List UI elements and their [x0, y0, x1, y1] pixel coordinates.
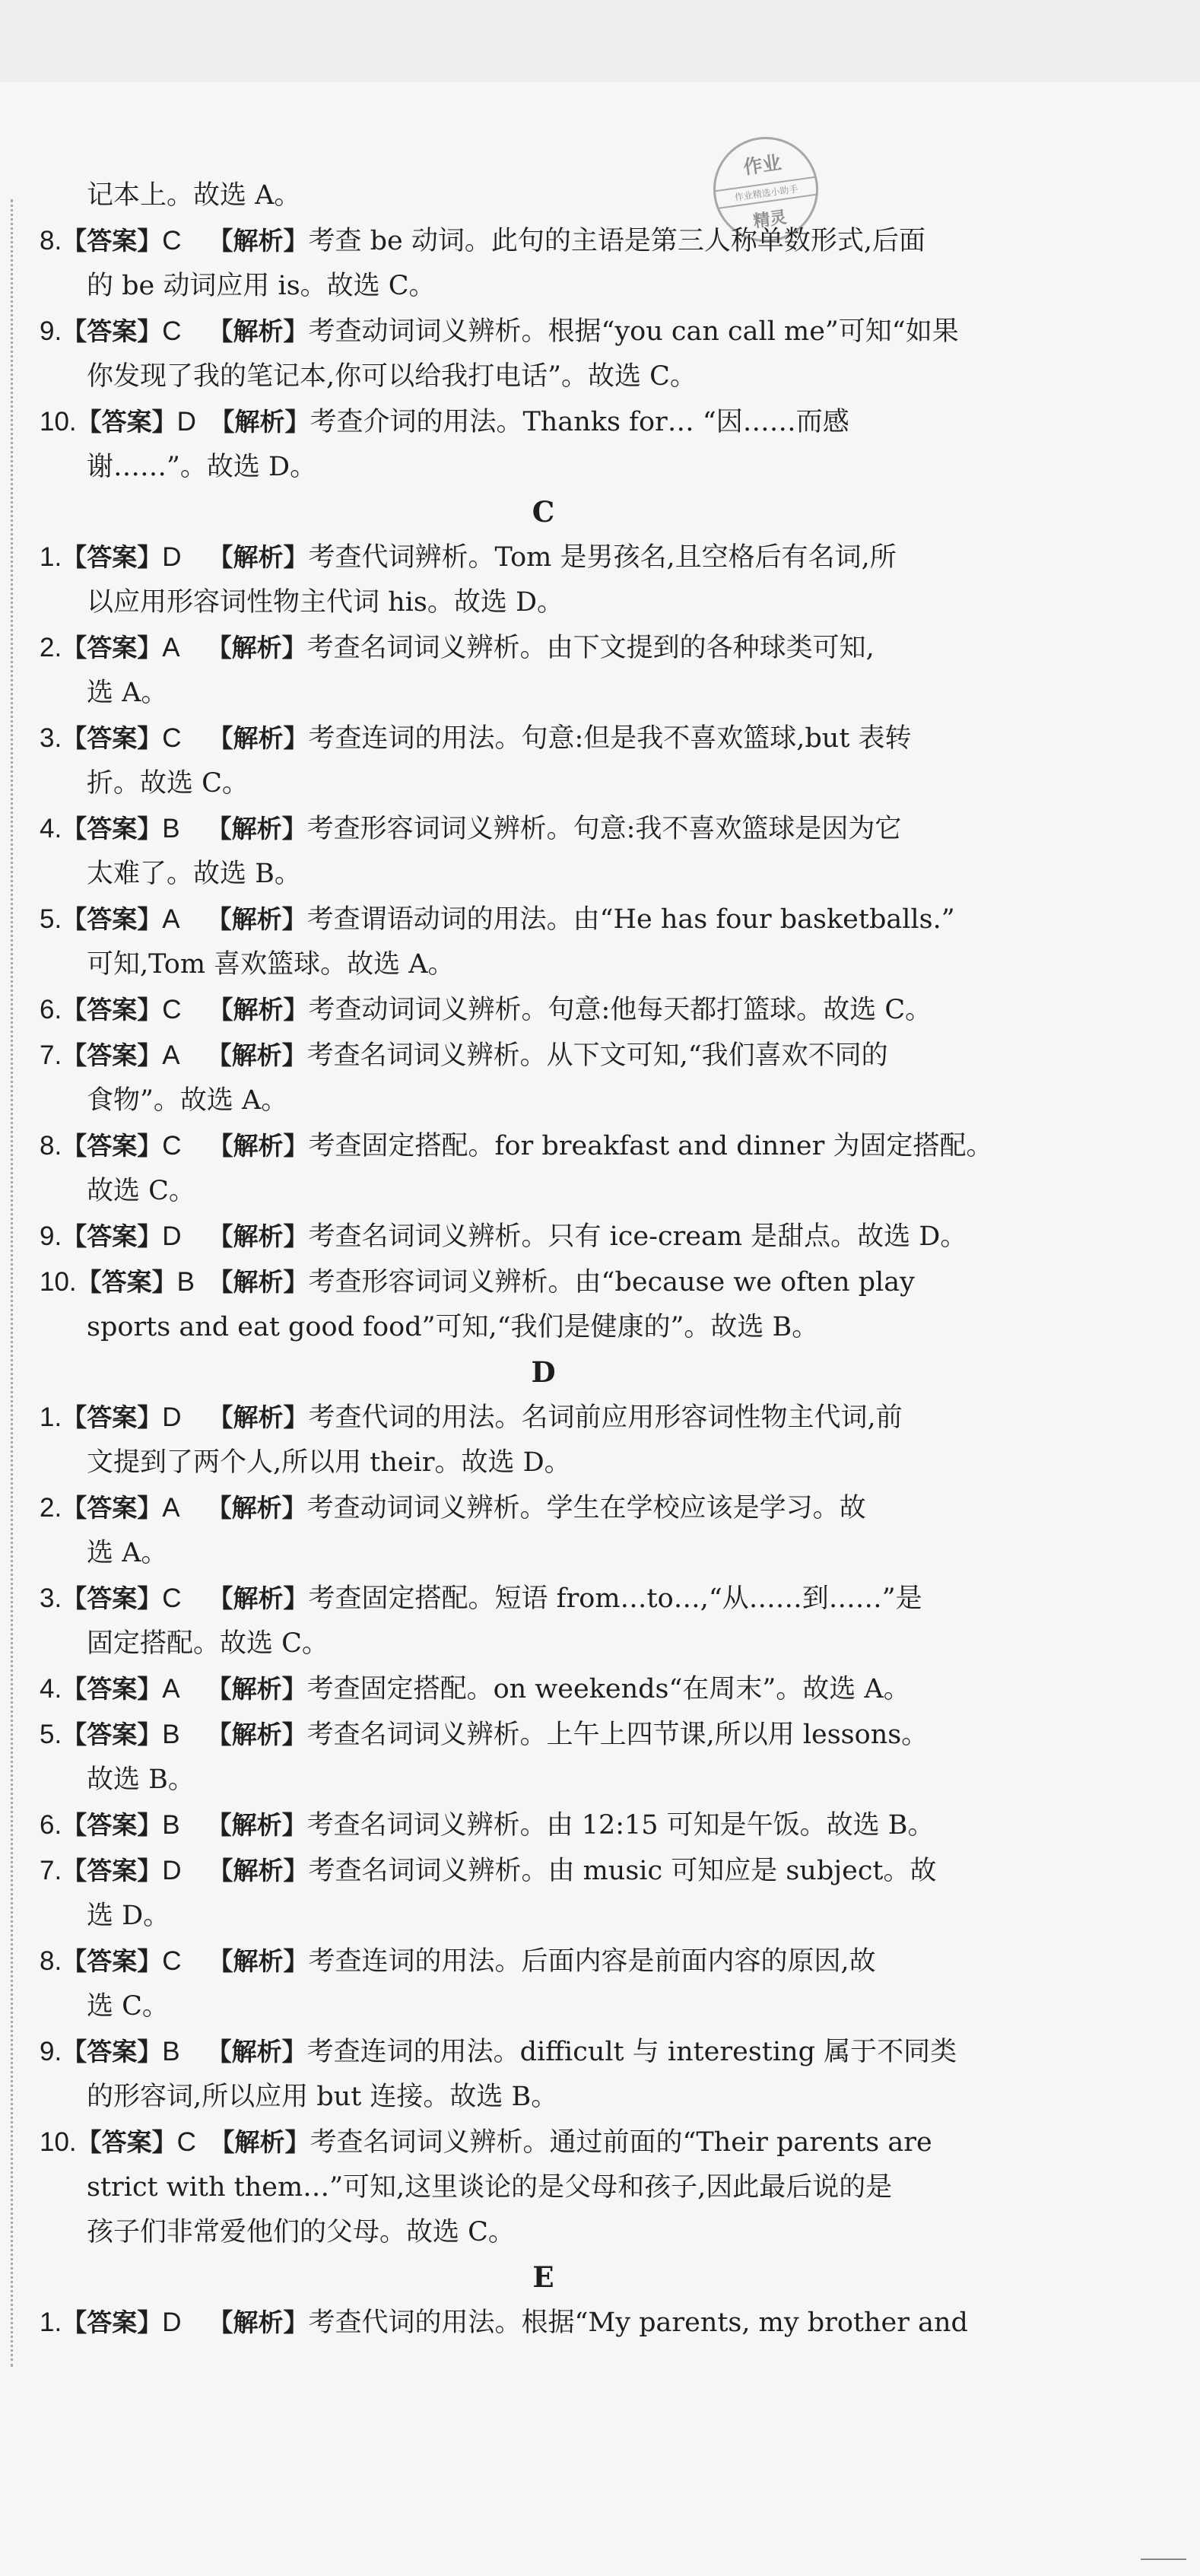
answer-choice: C [162, 723, 182, 753]
analysis-text: sports and eat good food”可知,“我们是健康的”。故选 B。 [87, 1312, 819, 1342]
analysis-label: 【解析】 [208, 723, 309, 753]
analysis-text: 你发现了我的笔记本,你可以给我打电话”。故选 C。 [87, 361, 697, 392]
answer-line [40, 897, 1047, 942]
analysis-text: 考查名词词义辨析。由下文提到的各种球类可知, [306, 633, 875, 663]
analysis-text: 选 A。 [87, 1538, 168, 1568]
analysis-label: 【解析】 [208, 226, 309, 256]
answer-choice: C [162, 1946, 182, 1976]
section-heading: D [531, 1355, 556, 1389]
answer-item [40, 309, 1047, 399]
answer-item [40, 1214, 1047, 1259]
answer-item [40, 1395, 1047, 1485]
answer-label: 【答案】 [62, 1583, 163, 1613]
item-number: 5. [40, 1720, 62, 1749]
answer-item [40, 1848, 1047, 1939]
analysis-label: 【解析】 [206, 2037, 307, 2066]
analysis-label: 【解析】 [208, 1402, 309, 1432]
answer-choice: A [162, 1040, 180, 1070]
item-number: 7. [40, 1040, 62, 1070]
analysis-label: 【解析】 [206, 1810, 307, 1840]
answer-line [40, 1803, 1047, 1848]
section-heading: E [532, 2260, 554, 2294]
answer-item [40, 1576, 1047, 1666]
binding-margin-line [11, 199, 13, 2367]
answer-item [40, 2300, 1047, 2346]
item-number: 9. [40, 316, 62, 346]
analysis-text: 考查谓语动词的用法。由“He has four basketballs.” [306, 904, 955, 935]
analysis-text: 的形容词,所以应用 but 连接。故选 B。 [87, 2082, 558, 2112]
answer-label: 【答案】 [62, 1131, 163, 1161]
analysis-label: 【解析】 [208, 1131, 309, 1161]
answer-choice: C [162, 1583, 182, 1613]
answer-item [40, 987, 1047, 1033]
answer-line [40, 1395, 1047, 1440]
analysis-label: 【解析】 [206, 633, 307, 662]
answer-choice: B [162, 814, 180, 843]
answer-choice: D [162, 542, 182, 572]
answer-line [40, 2029, 1047, 2075]
item-number: 6. [40, 1810, 62, 1840]
answer-continuation [40, 1078, 1047, 1123]
corner-mark [1141, 2559, 1186, 2560]
answer-line [40, 1666, 1047, 1712]
intro-continuation: 记本上。故选 A。 [87, 180, 301, 211]
analysis-text: 谢……”。故选 D。 [87, 452, 317, 482]
answer-continuation [40, 1531, 1047, 1576]
analysis-text: 考查形容词词义辨析。句意:我不喜欢篮球是因为它 [306, 814, 902, 844]
answer-sections [40, 490, 1047, 2346]
answer-label: 【答案】 [62, 1810, 163, 1840]
answer-choice: A [162, 1674, 180, 1704]
analysis-text: 可知,Tom 喜欢篮球。故选 A。 [87, 949, 455, 980]
answer-continuation [40, 852, 1047, 897]
answer-label: 【答案】 [62, 723, 163, 753]
answer-continuation [40, 761, 1047, 806]
item-number: 10. [40, 1267, 77, 1297]
analysis-text: 考查名词词义辨析。上午上四节课,所以用 lessons。 [306, 1720, 929, 1750]
analysis-text: 考查固定搭配。短语 from…to…,“从……到……”是 [308, 1583, 922, 1614]
answer-item [40, 716, 1047, 806]
answer-label: 【答案】 [62, 1493, 163, 1523]
analysis-text: 考查代词的用法。名词前应用形容词性物主代词,前 [308, 1402, 903, 1433]
answer-choice: A [162, 904, 180, 934]
analysis-text: 孩子们非常爱他们的父母。故选 C。 [87, 2217, 515, 2247]
answer-choice: D [162, 1402, 182, 1432]
answer-line [40, 2120, 1047, 2165]
analysis-label: 【解析】 [208, 1267, 309, 1297]
answer-line [40, 1033, 1047, 1078]
answer-item [40, 1712, 1047, 1803]
answer-label: 【答案】 [62, 995, 163, 1024]
analysis-text: 考查名词词义辨析。由 music 可知应是 subject。故 [308, 1856, 937, 1886]
answer-label: 【答案】 [76, 407, 177, 437]
analysis-label: 【解析】 [209, 407, 310, 437]
analysis-label: 【解析】 [208, 1946, 309, 1976]
answer-choice: D [176, 407, 196, 437]
item-number: 8. [40, 1131, 62, 1161]
item-number: 6. [40, 995, 62, 1024]
analysis-label: 【解析】 [209, 2127, 310, 2157]
answer-item [40, 1939, 1047, 2029]
section-e [40, 2255, 1047, 2346]
answer-item [40, 1485, 1047, 1576]
answer-label: 【答案】 [62, 1946, 163, 1976]
answer-label: 【答案】 [62, 226, 163, 256]
answer-choice: C [162, 1131, 182, 1161]
answer-continuation [40, 1622, 1047, 1666]
answer-continuation [40, 2075, 1047, 2120]
analysis-text: 选 A。 [87, 678, 168, 708]
analysis-text: 折。故选 C。 [87, 768, 249, 799]
answer-label: 【答案】 [62, 1040, 163, 1070]
analysis-text: 食物”。故选 A。 [87, 1085, 288, 1116]
item-number: 9. [40, 2037, 62, 2066]
analysis-text: 考查动词词义辨析。根据“you can call me”可知“如果 [308, 316, 959, 347]
answer-item [40, 2120, 1047, 2255]
analysis-label: 【解析】 [208, 1856, 309, 1885]
analysis-text: 考查 be 动词。此句的主语是第三人称单数形式,后面 [308, 226, 925, 256]
answer-continuation [40, 1984, 1047, 2029]
analysis-label: 【解析】 [208, 1583, 309, 1613]
answer-line [40, 625, 1047, 671]
answer-line [40, 218, 1047, 264]
item-number: 5. [40, 904, 62, 934]
analysis-text: 考查介词的用法。Thanks for… “因……而感 [310, 407, 849, 437]
answer-item [40, 897, 1047, 987]
section-c [40, 490, 1047, 1350]
answer-choice: A [162, 633, 180, 662]
item-number: 10. [40, 2127, 77, 2157]
analysis-text: 考查代词辨析。Tom 是男孩名,且空格后有名词,所 [308, 542, 897, 573]
answer-line [40, 309, 1047, 354]
answer-item [40, 218, 1047, 309]
item-number: 8. [40, 1946, 62, 1976]
analysis-text: 太难了。故选 B。 [87, 859, 301, 889]
analysis-text: 选 D。 [87, 1901, 170, 1931]
item-number: 7. [40, 1856, 62, 1885]
homework-stamp-logo: 作业 作业精选小助手 精灵 [706, 130, 825, 249]
answer-item [40, 2029, 1047, 2120]
item-number: 3. [40, 723, 62, 753]
item-number: 8. [40, 226, 62, 256]
answer-choice: B [162, 2037, 180, 2066]
analysis-text: 考查动词词义辨析。学生在学校应该是学习。故 [306, 1493, 866, 1523]
answer-label: 【答案】 [62, 633, 163, 662]
answer-choice: C [162, 316, 182, 346]
item-number: 1. [40, 2308, 62, 2337]
analysis-text: 考查名词词义辨析。通过前面的“Their parents are [310, 2127, 932, 2158]
answer-continuation [40, 354, 1047, 399]
answer-continuation [40, 1169, 1047, 1214]
answer-item [40, 1803, 1047, 1848]
analysis-text: 考查名词词义辨析。从下文可知,“我们喜欢不同的 [306, 1040, 888, 1071]
item-number: 4. [40, 814, 62, 843]
answer-continuation [40, 2165, 1047, 2210]
answer-choice: D [162, 2308, 182, 2337]
answer-key-page [40, 173, 1047, 2346]
answer-line [40, 1214, 1047, 1259]
page-top-band [0, 0, 1200, 82]
analysis-text: 考查固定搭配。on weekends“在周末”。故选 A。 [306, 1674, 910, 1704]
analysis-text: 选 C。 [87, 1991, 169, 2022]
answer-item [40, 1666, 1047, 1712]
answer-continuation [40, 2210, 1047, 2255]
answer-item [40, 625, 1047, 716]
item-number: 4. [40, 1674, 62, 1704]
analysis-label: 【解析】 [206, 814, 307, 843]
answer-line [40, 1123, 1047, 1169]
analysis-text: 考查动词词义辨析。句意:他每天都打篮球。故选 C。 [308, 995, 932, 1025]
answer-continuation [40, 1894, 1047, 1939]
answer-choice: C [162, 226, 182, 256]
answer-item [40, 1259, 1047, 1350]
answer-line [40, 987, 1047, 1033]
analysis-text: strict with them…”可知,这里谈论的是父母和孩子,因此最后说的是 [87, 2172, 893, 2203]
item-number: 1. [40, 542, 62, 572]
answer-item [40, 399, 1047, 490]
section-d [40, 1350, 1047, 2255]
analysis-label: 【解析】 [206, 904, 307, 934]
analysis-text: 文提到了两个人,所以用 their。故选 D。 [87, 1447, 571, 1478]
answer-choice: C [162, 995, 182, 1024]
analysis-text: 故选 B。 [87, 1764, 195, 1795]
answer-choice: A [162, 1493, 180, 1523]
item-number: 2. [40, 633, 62, 662]
analysis-label: 【解析】 [206, 1493, 307, 1523]
answer-continuation [40, 671, 1047, 716]
answer-choice: B [176, 1267, 195, 1297]
analysis-label: 【解析】 [208, 995, 309, 1024]
analysis-text: 考查代词的用法。根据“My parents, my brother and [308, 2308, 968, 2338]
answer-line [40, 2300, 1047, 2346]
answer-line [40, 716, 1047, 761]
analysis-text: 以应用形容词性物主代词 his。故选 D。 [87, 587, 564, 618]
answer-label: 【答案】 [62, 1221, 163, 1251]
item-number: 9. [40, 1221, 62, 1251]
answer-choice: D [162, 1221, 182, 1251]
answer-item [40, 535, 1047, 625]
analysis-label: 【解析】 [206, 1720, 307, 1749]
answer-continuation [40, 264, 1047, 309]
analysis-label: 【解析】 [208, 2308, 309, 2337]
answer-label: 【答案】 [62, 904, 163, 934]
analysis-text: 的 be 动词应用 is。故选 C。 [87, 271, 436, 301]
answer-label: 【答案】 [62, 1674, 163, 1704]
answer-choice: C [176, 2127, 196, 2157]
analysis-text: 固定搭配。故选 C。 [87, 1628, 329, 1659]
answer-label: 【答案】 [62, 542, 163, 572]
analysis-label: 【解析】 [206, 1674, 307, 1704]
answer-line [40, 1712, 1047, 1758]
answer-line [40, 1485, 1047, 1531]
answer-label: 【答案】 [62, 1720, 163, 1749]
answer-label: 【答案】 [62, 2308, 163, 2337]
answer-label: 【答案】 [76, 2127, 177, 2157]
answer-line [40, 1939, 1047, 1984]
answer-label: 【答案】 [62, 814, 163, 843]
analysis-text: 考查连词的用法。句意:但是我不喜欢篮球,but 表转 [308, 723, 912, 754]
section-b-continued [40, 218, 1047, 490]
analysis-label: 【解析】 [208, 1221, 309, 1251]
answer-line [40, 1576, 1047, 1622]
answer-label: 【答案】 [62, 2037, 163, 2066]
answer-continuation [40, 445, 1047, 490]
answer-continuation [40, 1440, 1047, 1485]
analysis-text: 考查连词的用法。difficult 与 interesting 属于不同类 [306, 2037, 957, 2067]
answer-line [40, 535, 1047, 580]
analysis-text: 考查名词词义辨析。只有 ice-cream 是甜点。故选 D。 [308, 1221, 967, 1252]
item-number: 10. [40, 407, 77, 437]
analysis-text: 故选 C。 [87, 1176, 195, 1206]
analysis-label: 【解析】 [206, 1040, 307, 1070]
analysis-text: 考查形容词词义辨析。由“because we often play [308, 1267, 915, 1298]
answer-label: 【答案】 [76, 1267, 177, 1297]
answer-choice: B [162, 1720, 180, 1749]
analysis-label: 【解析】 [208, 316, 309, 346]
answer-label: 【答案】 [62, 316, 163, 346]
analysis-text: 考查连词的用法。后面内容是前面内容的原因,故 [308, 1946, 876, 1977]
analysis-text: 考查名词词义辨析。由 12:15 可知是午饭。故选 B。 [306, 1810, 935, 1841]
answer-choice: B [162, 1810, 180, 1840]
answer-continuation [40, 1758, 1047, 1803]
section-heading: C [532, 495, 555, 529]
answer-item [40, 1033, 1047, 1123]
answer-line [40, 399, 1047, 445]
answer-item [40, 1123, 1047, 1214]
answer-continuation [40, 580, 1047, 625]
item-number: 3. [40, 1583, 62, 1613]
analysis-label: 【解析】 [208, 542, 309, 572]
item-number: 1. [40, 1402, 62, 1432]
item-number: 2. [40, 1493, 62, 1523]
analysis-text: 考查固定搭配。for breakfast and dinner 为固定搭配。 [308, 1131, 993, 1161]
answer-line [40, 806, 1047, 852]
answer-choice: D [162, 1856, 182, 1885]
answer-label: 【答案】 [62, 1856, 163, 1885]
answer-line [40, 1259, 1047, 1305]
answer-line [40, 1848, 1047, 1894]
answer-continuation [40, 942, 1047, 987]
answer-label: 【答案】 [62, 1402, 163, 1432]
answer-item [40, 806, 1047, 897]
answer-continuation [40, 1305, 1047, 1350]
